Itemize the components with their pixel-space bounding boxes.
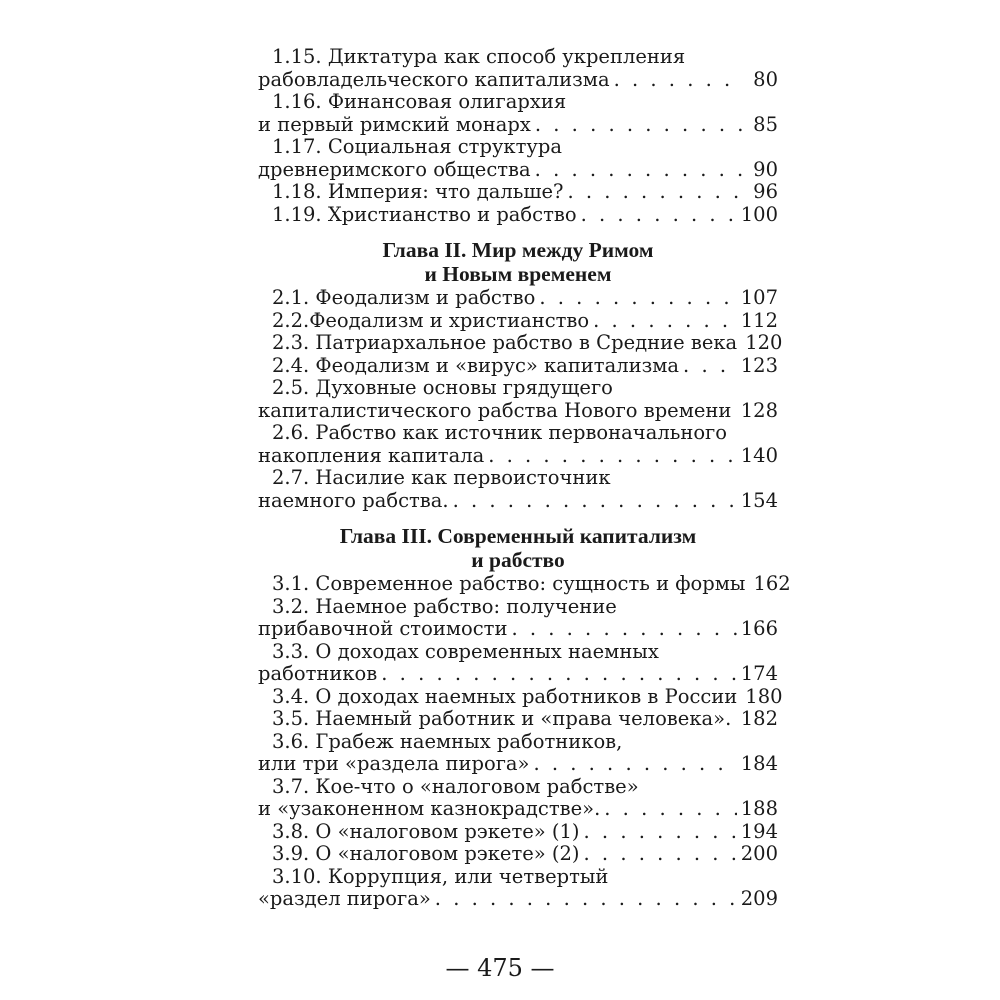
dot-leader — [735, 400, 736, 423]
toc-entry — [258, 776, 778, 821]
toc-entry-text: 1.17. Социальная структура — [272, 135, 562, 158]
dot-leader — [435, 888, 737, 911]
toc-entry — [258, 572, 791, 596]
toc-entry-line — [258, 287, 778, 310]
toc-entry — [258, 355, 778, 378]
toc-page-number: 100 — [740, 202, 778, 226]
dot-leader — [539, 287, 736, 310]
toc-entry-text: 2.3. Патриархальное рабство в Средние века — [272, 331, 738, 354]
toc-entry-line — [258, 490, 778, 513]
toc-entry — [258, 46, 778, 91]
toc-entry-text: 2.6. Рабство как источник первоначального — [272, 421, 728, 444]
toc-entry-text: 3.9. О «налоговом рэкете» (2) — [272, 842, 580, 865]
dot-leader — [683, 355, 737, 378]
toc-entry — [258, 204, 778, 227]
toc-entry-line — [258, 663, 778, 686]
toc-entry-text: 2.4. Феодализм и «вирус» капитализма — [272, 353, 680, 377]
toc-entry-line — [258, 69, 778, 92]
chapter-title — [258, 238, 778, 286]
page-number-footer: — 475 — — [445, 954, 555, 982]
toc-entry-line — [258, 843, 778, 866]
toc-entry — [258, 136, 778, 181]
toc-page-number: 128 — [740, 398, 778, 422]
toc-entry-line — [258, 753, 778, 776]
toc-entry-text: 1.16. Финансовая олигархия — [272, 90, 567, 113]
toc-entry-line — [258, 888, 778, 911]
toc-entry — [258, 467, 778, 512]
dot-leader — [584, 843, 737, 866]
toc-entry — [258, 641, 778, 686]
toc-entry-text: наемного рабства. — [258, 488, 449, 512]
toc-entry-line — [258, 400, 778, 423]
toc-entry-text: 3.2. Наемное рабство: получение — [272, 594, 617, 618]
toc-entry-text: 1.19. Христианство и рабство — [272, 202, 577, 226]
toc-entry — [258, 181, 778, 204]
toc-page-number: 85 — [753, 112, 778, 136]
toc-entry-line — [258, 596, 778, 619]
toc-entry-text: и «узаконенном казнокрадстве». — [258, 797, 601, 820]
toc-page-number: 80 — [753, 67, 778, 91]
toc-entry-line — [258, 684, 783, 709]
dot-leader — [735, 708, 736, 731]
toc-page-number: 140 — [740, 443, 778, 467]
toc-entry-line — [258, 114, 778, 137]
dot-leader — [614, 69, 744, 92]
chapter-title-line: и рабство — [471, 548, 565, 572]
toc-entry — [258, 310, 778, 333]
toc-entry-line — [258, 641, 778, 664]
toc-entry-line — [258, 445, 778, 468]
toc-entry-line — [258, 310, 778, 333]
toc-page-number: 180 — [745, 684, 783, 708]
toc-entry-text: прибавочной стоимости — [258, 617, 508, 640]
toc-entry-text: 1.15. Диктатура как способ укрепления — [272, 45, 686, 68]
toc-entry — [258, 377, 778, 422]
toc-page-number: 166 — [740, 617, 778, 640]
toc-entry — [258, 91, 778, 136]
toc-entry — [258, 731, 778, 776]
dot-leader — [453, 490, 737, 513]
toc-page-number: 182 — [740, 707, 778, 730]
dot-leader — [488, 445, 737, 468]
toc-entry-text: «раздел пирога» — [258, 887, 431, 910]
toc-page-number: 200 — [740, 842, 778, 865]
toc-entry-line — [258, 731, 778, 754]
toc-page-number: 120 — [745, 331, 783, 354]
toc-entry-text: или три «раздела пирога» — [258, 752, 530, 775]
toc-entry — [258, 821, 778, 844]
toc-entry-text: древнеримского общества — [258, 157, 531, 181]
toc-page-number: 96 — [753, 180, 778, 203]
chapter-title-line: и Новым временем — [424, 262, 612, 286]
toc-page-number: 174 — [740, 662, 778, 685]
chapter-title-line: Глава III. Современный капитализм — [339, 524, 697, 548]
dot-leader — [584, 821, 737, 844]
toc-entry-line — [258, 618, 778, 641]
toc-entry — [258, 708, 778, 731]
toc-entry-line — [258, 572, 791, 596]
toc-entry-text: рабовладельческого капитализма — [258, 67, 610, 91]
toc-entry-text: капиталистического рабства Нового времени — [258, 398, 732, 422]
toc-page-number: 188 — [740, 797, 778, 820]
toc-entry-line — [258, 331, 783, 355]
dot-leader — [535, 114, 744, 137]
dot-leader — [593, 310, 737, 333]
toc-entry-text: 3.3. О доходах современных наемных — [272, 639, 659, 663]
toc-entry-line — [258, 866, 778, 889]
chapter-title-line: Глава II. Мир между Римом — [382, 238, 654, 262]
toc-entry-text: 3.6. Грабеж наемных работников, — [272, 729, 623, 753]
dot-leader — [511, 618, 736, 641]
toc-entry-line — [258, 46, 778, 69]
toc-entry-text: 2.7. Насилие как первоисточник — [272, 466, 611, 489]
dot-leader — [381, 663, 736, 686]
toc-entry-line — [258, 467, 778, 490]
toc-page-number: 184 — [740, 752, 778, 775]
toc-entry — [258, 684, 783, 709]
toc-entry-text: работников — [258, 662, 378, 685]
toc-entry-text: 3.8. О «налоговом рэкете» (1) — [272, 819, 580, 843]
toc-entry — [258, 422, 778, 467]
toc-page-number: 123 — [740, 353, 778, 377]
dot-leader — [604, 798, 736, 821]
toc-page-number: 154 — [740, 488, 778, 512]
toc-entry-line — [258, 708, 778, 731]
toc-entry-text: 3.1. Современное рабство: сущность и формы — [272, 572, 746, 595]
toc-entry-text: 2.1. Феодализм и рабство — [272, 286, 536, 309]
dot-leader — [567, 181, 744, 204]
toc-entry-line — [258, 355, 778, 378]
toc-entry — [258, 596, 778, 641]
toc-entry-text: 2.2.Феодализм и христианство — [272, 308, 590, 332]
toc-entry-text: 3.5. Наемный работник и «права человека». — [272, 707, 732, 730]
toc-page-number: 194 — [740, 819, 778, 843]
toc-page-number: 162 — [753, 572, 791, 595]
toc-page-number: 112 — [740, 308, 778, 332]
chapter-title — [258, 524, 778, 572]
toc-entry-text: 3.4. О доходах наемных работников в России — [272, 684, 738, 708]
toc-entry-text: 3.7. Кое-что о «налоговом рабстве» — [272, 774, 639, 798]
toc-entry — [258, 287, 778, 310]
toc-entry-line — [258, 821, 778, 844]
table-of-contents — [258, 45, 791, 911]
toc-entry-line — [258, 377, 778, 400]
toc-entry-line — [258, 91, 778, 114]
toc-entry-line — [258, 159, 778, 182]
toc-entry-line — [258, 136, 778, 159]
toc-entry-text: накопления капитала — [258, 443, 485, 467]
toc-page-number: 90 — [753, 157, 778, 181]
toc-entry-text: 1.18. Империя: что дальше? — [272, 180, 564, 203]
dot-leader — [535, 159, 744, 182]
toc-entry-text: и первый римский монарх — [258, 112, 531, 136]
toc-entry — [258, 331, 783, 355]
toc-entry — [258, 866, 778, 911]
toc-entry — [258, 843, 778, 866]
toc-entry-line — [258, 181, 778, 204]
toc-entry-line — [258, 422, 778, 445]
dot-leader — [533, 753, 736, 776]
toc-entry-line — [258, 776, 778, 799]
toc-page-number: 209 — [740, 887, 778, 910]
toc-entry-text: 3.10. Коррупция, или четвертый — [272, 864, 609, 888]
toc-entry-line — [258, 798, 778, 821]
toc-entry-text: 2.5. Духовные основы грядущего — [272, 376, 613, 399]
toc-page-number: 107 — [740, 286, 778, 309]
toc-entry-line — [258, 204, 778, 227]
dot-leader — [581, 204, 737, 227]
